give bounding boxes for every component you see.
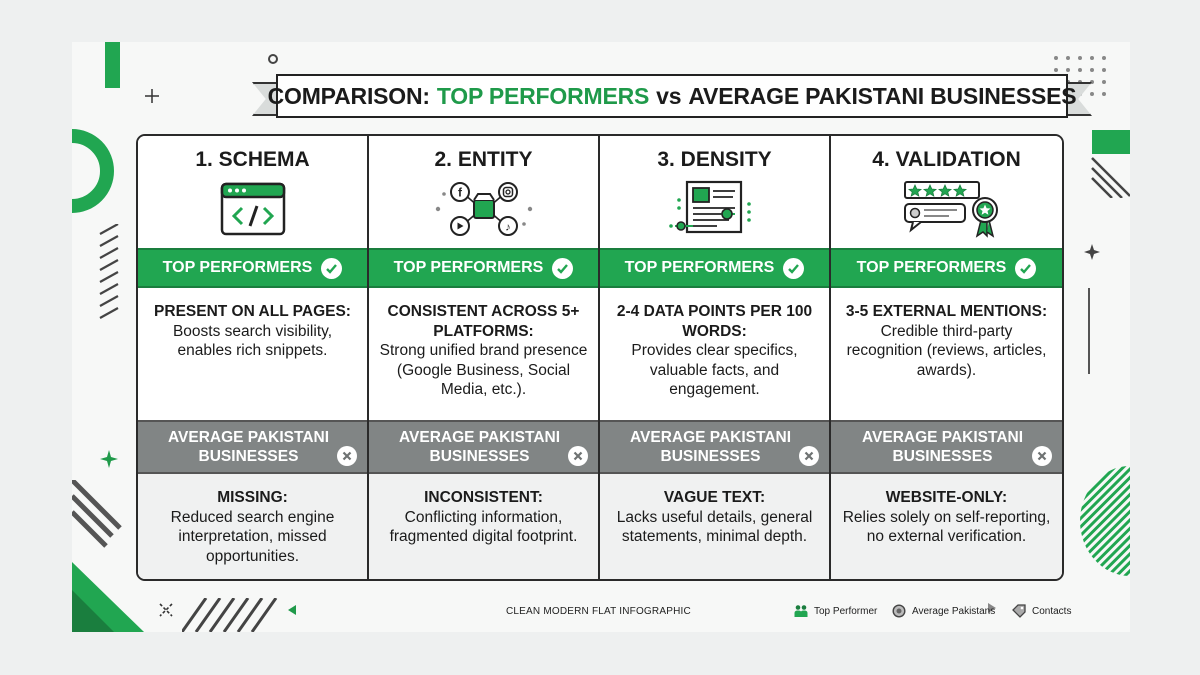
plus-decoration [144, 88, 160, 104]
arrow-left-decoration [286, 604, 298, 616]
top-performer-description [369, 288, 598, 420]
column-title: 2. ENTITY [434, 148, 533, 171]
average-heading: MISSING: [217, 489, 288, 506]
social-network-icon [424, 180, 544, 238]
page-title [267, 74, 1077, 118]
top-performers-band [831, 248, 1062, 288]
average-body: Relies solely on self-reporting, no external verification. [842, 508, 1051, 545]
average-body: Reduced search engine interpretation, missed opportunities. [170, 508, 335, 565]
average-businesses-band [831, 420, 1062, 474]
cross-marks-decoration [158, 602, 174, 618]
check-icon [1015, 258, 1036, 279]
legend-label: Average Pakistans [912, 605, 996, 617]
column-title: 3. DENSITY [657, 148, 772, 171]
svg-text:♪: ♪ [504, 221, 511, 234]
average-description [138, 474, 367, 579]
sparkle-right-decoration [1084, 244, 1100, 260]
sparkle-decoration [100, 450, 118, 468]
cross-icon [799, 446, 819, 466]
infographic-canvas [72, 42, 1130, 632]
title-vs: vs [656, 82, 682, 109]
column-title: 4. VALIDATION [872, 148, 1021, 171]
average-heading: INCONSISTENT: [424, 489, 543, 506]
top-body: Boosts search visibility, enables rich snippets. [172, 322, 333, 359]
small-circle-decoration [268, 54, 278, 64]
top-performers-label: TOP PERFORMERS [393, 259, 544, 276]
top-heading: 3-5 EXTERNAL MENTIONS: [845, 303, 1048, 320]
top-performers-label: TOP PERFORMERS [162, 259, 313, 276]
vertical-line-decoration [1088, 288, 1090, 374]
green-half-circle-decoration [1080, 466, 1130, 576]
legend-average [892, 604, 995, 618]
legend-contacts [1012, 604, 1071, 618]
average-label: AVERAGE PAKISTANI BUSINESSES [861, 429, 1024, 465]
column-density [600, 136, 831, 579]
top-performers-band [369, 248, 598, 288]
top-performers-label: TOP PERFORMERS [624, 259, 775, 276]
top-heading: CONSISTENT ACROSS 5+ PLATFORMS: [387, 303, 580, 340]
top-heading: PRESENT ON ALL PAGES: [154, 303, 351, 320]
top-performers-band [600, 248, 829, 288]
cross-icon [337, 446, 357, 466]
legend-top-performer [794, 604, 877, 618]
check-icon [552, 258, 573, 279]
top-performers-label: TOP PERFORMERS [856, 259, 1007, 276]
column-header [138, 136, 367, 248]
title-suffix: AVERAGE PAKISTANI BUSINESSES [688, 82, 1077, 109]
reviews-award-icon [887, 180, 1007, 238]
column-header [600, 136, 829, 248]
average-label: AVERAGE PAKISTANI BUSINESSES [167, 429, 330, 465]
average-label: AVERAGE PAKISTANI BUSINESSES [398, 429, 561, 465]
top-heading: 2-4 DATA POINTS PER 100 WORDS: [616, 303, 813, 340]
top-body: Provides clear specifics, valuable facts, and engagement. [631, 342, 798, 398]
average-description [831, 474, 1062, 579]
green-bar-decoration [105, 42, 120, 88]
cross-icon [1032, 446, 1052, 466]
average-heading: VAGUE TEXT: [663, 489, 766, 506]
data-document-icon [655, 180, 775, 238]
check-icon [783, 258, 804, 279]
people-icon [794, 604, 808, 618]
average-label: AVERAGE PAKISTANI BUSINESSES [629, 429, 792, 465]
average-description [369, 474, 598, 579]
green-ring-decoration [72, 126, 114, 216]
average-businesses-band [369, 420, 598, 474]
circle-icon [892, 604, 906, 618]
check-icon [321, 258, 342, 279]
corner-block-decoration [1090, 128, 1130, 198]
average-body: Conflicting information, fragmented digital footprint. [389, 508, 578, 545]
top-performer-description [600, 288, 829, 420]
top-body: Credible third-party recognition (reviews, articles, awards). [846, 322, 1047, 379]
top-performers-band [138, 248, 367, 288]
top-body: Strong unified brand presence (Google Business, Social Media, etc.). [379, 342, 588, 398]
stripes-decoration [72, 480, 122, 560]
top-performer-description [138, 288, 367, 420]
column-entity [369, 136, 600, 579]
column-header [369, 136, 598, 248]
average-heading: WEBSITE-ONLY: [885, 489, 1008, 506]
average-description [600, 474, 829, 579]
legend-label: Top Performer [814, 605, 878, 617]
average-businesses-band [138, 420, 367, 474]
green-triangle-decoration [72, 562, 144, 632]
average-body: Lacks useful details, general statements, minimal depth. [616, 508, 813, 545]
column-header [831, 136, 1062, 248]
title-highlight: TOP PERFORMERS [436, 82, 650, 109]
column-title: 1. SCHEMA [195, 148, 310, 171]
title-prefix: COMPARISON: [267, 82, 430, 109]
tag-icon [1012, 604, 1026, 618]
code-window-icon [193, 180, 313, 238]
diagonal-stripes-decoration [182, 598, 282, 632]
title-banner [252, 72, 1092, 124]
legend-label: Contacts [1032, 605, 1072, 617]
cross-icon [568, 446, 588, 466]
svg-text:f: f [457, 185, 462, 200]
top-performer-description [831, 288, 1062, 420]
footer-caption: CLEAN MODERN FLAT INFOGRAPHIC [506, 606, 691, 617]
average-businesses-band [600, 420, 829, 474]
comparison-table [136, 134, 1064, 581]
hatch-lines-decoration [98, 224, 120, 334]
column-schema [138, 136, 369, 579]
column-validation [831, 136, 1062, 579]
